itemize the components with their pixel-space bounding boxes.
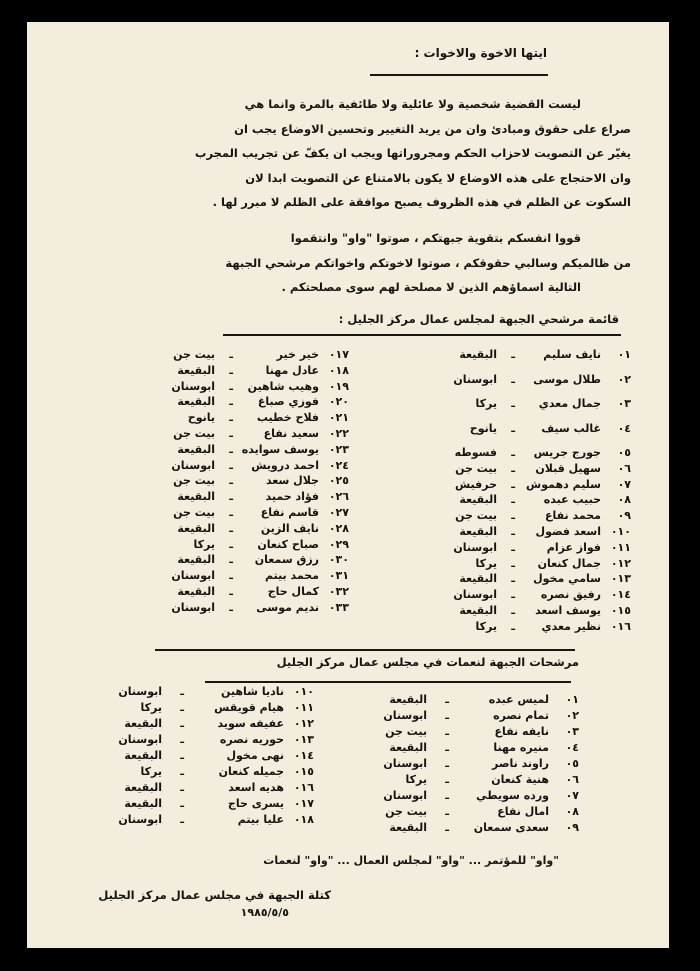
dash-separator: ـ [180, 813, 184, 826]
candidate-number: ٠٧ [617, 477, 631, 491]
candidate-row [347, 820, 579, 836]
dash-separator: ـ [511, 509, 515, 523]
candidate-number: ٠٩ [565, 821, 579, 834]
dash-separator: ـ [445, 741, 449, 754]
candidate-row [347, 724, 579, 740]
date: ١٩٨٥/٥/٥ [240, 906, 289, 919]
candidate-name: عليا بيتم [237, 813, 284, 826]
dash-separator: ـ [445, 725, 449, 738]
candidate-name: جلال سعد [265, 474, 319, 488]
document-title: ايتها الاخوة والاخوات : [414, 46, 547, 60]
paragraph-line: السكوت عن الظلم في هذه الظروف يصبح موافقة على الظلم لا مبرر لها . [212, 195, 631, 209]
candidate-village: البقيعة [177, 490, 215, 504]
candidate-row [427, 396, 631, 421]
candidate-name: جمال معدي [538, 397, 601, 410]
candidate-row [145, 442, 349, 458]
candidate-name: نايفه نفاع [494, 725, 549, 738]
candidate-number: ٠٥ [617, 446, 631, 459]
candidate-number: ٠١٦ [293, 781, 314, 794]
dash-separator: ـ [511, 588, 515, 602]
candidate-name: هديه اسعد [228, 781, 284, 794]
title-underline [370, 74, 548, 76]
candidate-village: بيت جن [455, 461, 497, 475]
candidate-number: ٠٥ [565, 757, 579, 770]
candidate-number: ٠٢٠ [328, 395, 349, 409]
dash-separator: ـ [229, 442, 233, 456]
candidate-name: امال نفاع [497, 805, 549, 818]
candidate-row [347, 708, 579, 724]
candidate-number: ٠٤ [565, 741, 579, 754]
candidate-village: حرفيش [454, 477, 497, 491]
candidate-name: كمال حاج [267, 584, 319, 598]
candidate-row [82, 684, 314, 700]
candidate-village: ابوسنان [453, 588, 497, 602]
dash-separator: ـ [511, 556, 515, 570]
candidate-village: بيت جن [455, 509, 497, 523]
candidate-name: صباح كنعان [257, 537, 319, 551]
candidate-village: البقيعة [124, 749, 162, 762]
paragraph-line: ليست القضية شخصية ولا عائلية ولا طائفية بالمرة وانما هي [244, 97, 581, 111]
candidate-row [145, 458, 349, 474]
candidate-village: البقيعة [124, 781, 162, 794]
candidate-number: ٠٣١ [328, 569, 349, 583]
candidate-village: بيت جن [173, 474, 215, 488]
dash-separator: ـ [180, 701, 184, 714]
candidate-name: لميس عبده [488, 693, 549, 706]
dash-separator: ـ [445, 757, 449, 770]
candidate-name: حبيب عبده [543, 493, 601, 507]
candidate-row [427, 603, 631, 619]
candidate-number: ٠٣٠ [328, 553, 349, 567]
candidate-number: ٠١٠ [293, 685, 314, 698]
candidate-number: ٠١٤ [610, 588, 631, 602]
candidate-row [145, 394, 349, 410]
candidate-name: اسعد فضول [535, 524, 601, 538]
candidate-name: فؤاد حميد [265, 490, 319, 504]
candidate-row [427, 461, 631, 477]
candidate-village: ابوسنان [171, 600, 215, 614]
candidate-row [427, 477, 631, 493]
candidate-village: البقيعة [459, 348, 497, 361]
candidate-village: ابوسنان [171, 458, 215, 472]
candidate-number: ٠١٣ [293, 733, 314, 746]
candidate-row [145, 600, 349, 616]
candidate-row [145, 363, 349, 379]
candidate-village: ابوسنان [383, 789, 427, 802]
candidate-row [145, 584, 349, 600]
candidate-row [427, 347, 631, 372]
dash-separator: ـ [511, 477, 515, 491]
candidate-number: ٠١٩ [328, 379, 349, 393]
paragraph-line: صراع على حقوق ومبادئ وان من يريد التغيير وتحسين الاوضاع يجب ان [234, 121, 631, 136]
dash-separator: ـ [180, 765, 184, 778]
candidate-number: ٠١٨ [328, 363, 349, 377]
candidate-row [145, 505, 349, 521]
women-list-column-left [82, 684, 314, 828]
dash-separator: ـ [229, 569, 233, 583]
paragraph-line: وان الاحتجاج على هذه الاوضاع لا يكون بالامتناع عن التصويت ابدا لان [245, 170, 631, 185]
dash-separator: ـ [229, 379, 233, 393]
candidate-village: البقيعة [177, 553, 215, 567]
candidate-number: ٠١١ [610, 540, 631, 554]
candidate-row [427, 445, 631, 461]
dash-separator: ـ [180, 717, 184, 730]
candidate-number: ٠٢٢ [328, 426, 349, 440]
candidate-village: يركا [475, 556, 497, 570]
candidate-number: ٠١٠ [610, 524, 631, 538]
paragraph-1 [63, 92, 631, 215]
dash-separator: ـ [180, 733, 184, 746]
dash-separator: ـ [511, 524, 515, 538]
candidate-village: يركا [475, 619, 497, 633]
dash-separator: ـ [511, 397, 515, 410]
paragraph-2 [63, 226, 631, 300]
paragraph-line: قووا انفسكم بتقوية جبهتكم ، صوتوا "واو" وانتقموا [290, 231, 581, 245]
paragraph-line: من ظالميكم وسالبي حقوقكم ، صوتوا لاخوتكم واخواتكم مرشحي الجبهة [225, 255, 631, 270]
paragraph-line: التالية اسماؤهم الذين لا مصلحة لهم سوى مصلحتكم . [281, 280, 581, 294]
dash-separator: ـ [511, 493, 515, 507]
dash-separator: ـ [180, 749, 184, 762]
candidate-name: نايف سليم [543, 348, 601, 361]
candidate-name: هنية كنعان [491, 773, 549, 786]
candidate-name: رزق سمعان [254, 553, 319, 567]
candidate-row [82, 812, 314, 828]
candidate-number: ٠٣٢ [328, 584, 349, 598]
candidate-name: فواز عزام [546, 540, 601, 554]
candidate-name: سليم دهموش [526, 477, 601, 491]
candidate-name: راوند ناصر [492, 757, 549, 770]
candidate-number: ٠٧ [565, 789, 579, 802]
candidate-village: يركا [140, 701, 162, 714]
candidate-row [427, 540, 631, 556]
candidate-village: البقيعة [459, 493, 497, 507]
candidate-village: بيت جن [173, 348, 215, 361]
candidate-number: ٠٣ [565, 725, 579, 738]
dash-separator: ـ [511, 446, 515, 459]
candidate-name: فلاح خطيب [256, 411, 319, 425]
candidate-name: غالب سيف [541, 421, 601, 435]
dash-separator: ـ [229, 474, 233, 488]
dash-separator: ـ [180, 781, 184, 794]
candidate-row [347, 740, 579, 756]
candidate-village: يانوح [469, 421, 497, 435]
candidate-name: نظير معدي [541, 619, 601, 633]
candidate-number: ٠٣٣ [328, 600, 349, 614]
candidate-village: البقيعة [459, 524, 497, 538]
slogan: "واو" للمؤتمر ... "واو" لمجلس العمال ... "واو" لنعمات [263, 854, 559, 867]
candidate-name: جميله كنعان [218, 765, 284, 778]
candidate-row [427, 372, 631, 397]
candidate-name: سعيد نفاع [263, 426, 319, 440]
candidate-row [427, 508, 631, 524]
candidate-name: جورج جريس [533, 446, 601, 459]
dash-separator: ـ [180, 797, 184, 810]
dash-separator: ـ [445, 821, 449, 834]
candidate-name: محمد بيتم [264, 569, 319, 583]
candidate-number: ٠١٣ [610, 572, 631, 586]
candidate-village: بيت جن [385, 805, 427, 818]
dash-separator: ـ [445, 789, 449, 802]
dash-separator: ـ [511, 540, 515, 554]
candidate-name: منيره مهنا [493, 741, 549, 754]
candidate-row [82, 764, 314, 780]
section-divider [155, 649, 575, 651]
candidate-number: ٠١٤ [293, 749, 314, 762]
women-list-title: مرشحات الجبهة لنعمات في مجلس عمال مركز الجليل [276, 655, 579, 669]
candidate-row [347, 788, 579, 804]
candidate-number: ٠٢٧ [328, 505, 349, 519]
candidate-number: ٠١١ [293, 701, 314, 714]
candidate-name: قاسم نفاع [260, 505, 319, 519]
candidate-village: فسوطه [454, 446, 497, 459]
candidate-village: ابوسنان [383, 709, 427, 722]
dash-separator: ـ [445, 709, 449, 722]
dash-separator: ـ [229, 490, 233, 504]
candidate-number: ٠٩ [617, 509, 631, 523]
dash-separator: ـ [229, 553, 233, 567]
candidate-number: ٠١٥ [293, 765, 314, 778]
candidate-number: ٠٢٥ [328, 474, 349, 488]
signature: كتلة الجبهة في مجلس عمال مركز الجليل [98, 888, 331, 902]
candidate-number: ٠١٦ [610, 619, 631, 633]
dash-separator: ـ [180, 685, 184, 698]
candidate-village: البقيعة [177, 395, 215, 409]
candidate-village: ابوسنان [118, 813, 162, 826]
candidate-name: طلال موسى [533, 372, 601, 386]
candidate-row [347, 804, 579, 820]
candidate-number: ٠١٧ [293, 797, 314, 810]
candidate-name: سهيل قبلان [535, 461, 601, 475]
candidate-name: عادل مهنا [265, 363, 319, 377]
candidate-row [427, 587, 631, 603]
candidate-village: بيت جن [173, 505, 215, 519]
candidate-number: ٠٦ [617, 461, 631, 475]
candidate-village: البقيعة [389, 821, 427, 834]
dash-separator: ـ [229, 348, 233, 361]
candidate-name: حوريه نصره [219, 733, 284, 746]
dash-separator: ـ [229, 458, 233, 472]
candidate-number: ٠٨ [565, 805, 579, 818]
candidate-row [145, 568, 349, 584]
candidate-village: البقيعة [459, 572, 497, 586]
candidate-village: البقيعة [459, 603, 497, 617]
candidate-row [347, 692, 579, 708]
candidate-number: ٠١٨ [293, 813, 314, 826]
candidate-village: البقيعة [177, 584, 215, 598]
dash-separator: ـ [511, 619, 515, 633]
candidate-row [82, 796, 314, 812]
dash-separator: ـ [229, 426, 233, 440]
candidate-village: البقيعة [177, 363, 215, 377]
candidate-number: ٠١ [617, 348, 631, 361]
dash-separator: ـ [511, 461, 515, 475]
candidate-name: نهى مخول [226, 749, 284, 762]
women-list-column-right [347, 692, 579, 836]
candidate-name: عفيفه سويد [217, 717, 284, 730]
candidate-name: رفيق نصره [540, 588, 601, 602]
dash-separator: ـ [229, 537, 233, 551]
candidate-row [427, 571, 631, 587]
candidate-village: ابوسنان [118, 733, 162, 746]
candidate-row [145, 521, 349, 537]
candidate-name: نديم موسى [256, 600, 319, 614]
candidate-village: البقيعة [389, 693, 427, 706]
dash-separator: ـ [445, 693, 449, 706]
candidate-number: ٠٢ [565, 709, 579, 722]
candidate-name: تمام نصره [493, 709, 549, 722]
candidate-name: سعدى سمعان [473, 821, 549, 834]
dash-separator: ـ [511, 603, 515, 617]
candidate-name: يوسف اسعد [535, 603, 601, 617]
candidate-number: ٠٢١ [328, 411, 349, 425]
candidate-village: يركا [193, 537, 215, 551]
dash-separator: ـ [445, 773, 449, 786]
candidate-village: ابوسنان [453, 372, 497, 386]
candidate-number: ٠٢٨ [328, 521, 349, 535]
candidate-village: البقيعة [177, 442, 215, 456]
men-list-column-left [145, 347, 349, 616]
dash-separator: ـ [229, 395, 233, 409]
candidate-number: ٠٢٩ [328, 537, 349, 551]
women-title-underline [205, 681, 571, 683]
candidate-village: البقيعة [389, 741, 427, 754]
men-list-title: قائمة مرشحي الجبهة لمجلس عمال مركز الجليل : [338, 312, 619, 326]
dash-separator: ـ [229, 600, 233, 614]
candidate-row [145, 552, 349, 568]
candidate-village: البقيعة [177, 521, 215, 535]
candidate-row [82, 716, 314, 732]
candidate-row [145, 489, 349, 505]
candidate-village: البقيعة [124, 717, 162, 730]
dash-separator: ـ [229, 521, 233, 535]
paragraph-line: يغيّر عن التصويت لاحزاب الحكم ومجروراتها ويجب ان يكفّ عن تجريب المجرب [194, 146, 631, 160]
candidate-row [145, 347, 349, 363]
candidate-row [427, 524, 631, 540]
candidate-name: يسرى حاج [227, 797, 284, 810]
candidate-name: هيام قويقس [214, 701, 284, 714]
candidate-name: ناديا شاهين [221, 685, 284, 698]
candidate-row [347, 756, 579, 772]
candidate-village: ابوسنان [171, 379, 215, 393]
candidate-number: ٠٦ [565, 773, 579, 786]
candidate-village: البقيعة [124, 797, 162, 810]
candidate-number: ٠٨ [617, 493, 631, 507]
candidate-row [82, 700, 314, 716]
candidate-village: بيت جن [173, 426, 215, 440]
candidate-number: ٠٤ [617, 421, 631, 435]
dash-separator: ـ [511, 348, 515, 361]
candidate-name: محمد نفاع [545, 509, 601, 523]
candidate-row [347, 772, 579, 788]
candidate-name: احمد درويش [251, 458, 319, 472]
dash-separator: ـ [511, 572, 515, 586]
candidate-number: ٠٣ [617, 397, 631, 410]
candidate-name: جمال كنعان [537, 556, 601, 570]
candidate-row [427, 556, 631, 572]
candidate-name: خير خير [276, 348, 319, 361]
candidate-number: ٠٢٤ [328, 458, 349, 472]
candidate-number: ٠٢٦ [328, 490, 349, 504]
candidate-village: يركا [405, 773, 427, 786]
candidate-village: يانوح [187, 411, 215, 425]
candidate-number: ٠١٧ [328, 348, 349, 361]
candidate-row [82, 748, 314, 764]
candidate-village: بيت جن [385, 725, 427, 738]
candidate-row [145, 410, 349, 426]
candidate-village: ابوسنان [383, 757, 427, 770]
candidate-number: ٠١٥ [610, 603, 631, 617]
candidate-number: ٠١٢ [293, 717, 314, 730]
dash-separator: ـ [229, 584, 233, 598]
candidate-name: ورده سويطي [476, 789, 549, 802]
candidate-number: ٠٢ [617, 372, 631, 386]
candidate-name: نايف الزين [260, 521, 319, 535]
candidate-row [145, 537, 349, 553]
candidate-row [145, 473, 349, 489]
candidate-row [82, 780, 314, 796]
candidate-number: ٠١٢ [610, 556, 631, 570]
candidate-village: ابوسنان [453, 540, 497, 554]
dash-separator: ـ [511, 372, 515, 386]
candidate-number: ٠٢٣ [328, 442, 349, 456]
candidate-row [145, 426, 349, 442]
candidate-row [427, 421, 631, 446]
dash-separator: ـ [229, 505, 233, 519]
candidate-village: يركا [140, 765, 162, 778]
candidate-village: ابوسنان [171, 569, 215, 583]
candidate-row [145, 379, 349, 395]
candidate-village: ابوسنان [118, 685, 162, 698]
document-page [27, 22, 669, 948]
candidate-name: يوسف سوايده [241, 442, 319, 456]
dash-separator: ـ [511, 421, 515, 435]
candidate-village: يركا [475, 397, 497, 410]
men-list-column-right [427, 347, 631, 635]
candidate-row [82, 732, 314, 748]
dash-separator: ـ [229, 411, 233, 425]
dash-separator: ـ [445, 805, 449, 818]
candidate-name: سامي مخول [533, 572, 601, 586]
candidate-row [427, 492, 631, 508]
dash-separator: ـ [229, 363, 233, 377]
candidate-name: فوزي صباغ [257, 395, 319, 409]
candidate-number: ٠١ [565, 693, 579, 706]
candidate-name: وهيب شاهين [247, 379, 319, 393]
candidate-row [427, 619, 631, 635]
men-title-underline [223, 334, 621, 336]
